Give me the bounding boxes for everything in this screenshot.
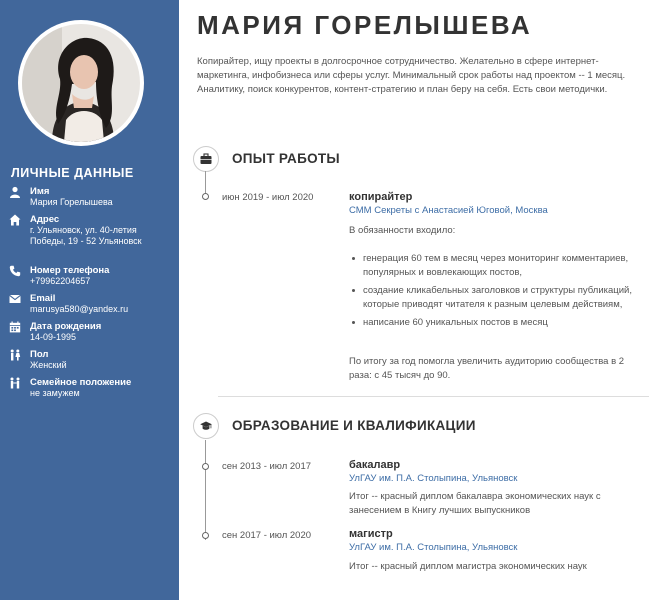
personal-item-label: Email xyxy=(30,293,56,304)
personal-item-value: не замужем xyxy=(30,388,80,398)
avatar xyxy=(18,20,144,146)
section-divider xyxy=(218,396,649,397)
education-role: магистр xyxy=(349,528,393,540)
education-text: Итог -- красный диплом магистра экономических наук xyxy=(349,561,587,572)
personal-item-label: Пол xyxy=(30,349,49,360)
personal-item-label: Семейное положение xyxy=(30,377,132,388)
personal-item-value: Мария Горелышева xyxy=(30,197,113,207)
intro-text: Копирайтер, ищу проекты в долгосрочное сотрудничество. Желательно в сфере интернет-маркетинга, инфобизнеса или сферы услуг. Минимальный срок работы над проектом -- 1 месяц. Аналитику, поиск конкурентов, контент-стратегию и план беру на себя. Есть свои методички. xyxy=(197,56,626,95)
gender-icon xyxy=(9,349,21,361)
education-org-link[interactable]: УлГАУ им. П.А. Столыпина, Ульяновск xyxy=(349,473,518,484)
timeline-dot xyxy=(202,193,209,200)
calendar-icon xyxy=(9,321,21,333)
list-item: написание 60 уникальных постов в месяц xyxy=(349,316,649,330)
mail-icon xyxy=(9,293,21,305)
education-title: ОБРАЗОВАНИЕ И КВАЛИФИКАЦИИ xyxy=(232,418,476,433)
page-title: МАРИЯ ГОРЕЛЫШЕВА xyxy=(197,10,533,40)
timeline-line xyxy=(205,440,206,540)
personal-item-value: +79962204657 xyxy=(30,276,91,286)
list-item: генерация 60 тем в месяц через мониторинг комментариев, популярных и вовлекающих постов, xyxy=(349,252,649,280)
personal-item-value: 14-09-1995 xyxy=(30,332,77,342)
personal-item-label: Дата рождения xyxy=(30,321,102,332)
education-org-link[interactable]: УлГАУ им. П.А. Столыпина, Ульяновск xyxy=(349,542,518,553)
personal-item-value: marusya580@yandex.ru xyxy=(30,304,129,314)
personal-item-value: Женский xyxy=(30,360,67,370)
personal-item-label: Адрес xyxy=(30,214,60,225)
personal-data-title: ЛИЧНЫЕ ДАННЫЕ xyxy=(11,166,134,180)
experience-result: По итогу за год помогла увеличить аудиторию сообщества в 2 раза: с 45 тысяч до 90. xyxy=(349,356,625,381)
education-text: Итог -- красный диплом бакалавра экономических наук с занесением в Книгу лучших выпускников xyxy=(349,491,601,516)
briefcase-icon xyxy=(200,153,212,165)
experience-org-link[interactable]: СММ Секреты с Анастасией Юговой, Москва xyxy=(349,205,548,216)
graduation-cap-icon xyxy=(200,420,212,432)
phone-icon xyxy=(9,265,21,277)
experience-bullets xyxy=(349,252,649,334)
education-date: сен 2013 - июл 2017 xyxy=(222,461,312,472)
personal-item-label: Имя xyxy=(30,186,50,197)
timeline-line xyxy=(205,171,206,193)
timeline-dot xyxy=(202,463,209,470)
experience-date: июн 2019 - июл 2020 xyxy=(222,192,314,203)
sidebar xyxy=(0,0,179,600)
education-section-icon xyxy=(193,413,219,439)
education-date: сен 2017 - июл 2020 xyxy=(222,530,312,541)
personal-item-label: Номер телефона xyxy=(30,265,110,276)
experience-title: ОПЫТ РАБОТЫ xyxy=(232,151,340,166)
experience-section-icon xyxy=(193,146,219,172)
education-role: бакалавр xyxy=(349,459,401,471)
experience-role: копирайтер xyxy=(349,191,413,203)
experience-intro: В обязанности входило: xyxy=(349,225,456,236)
profile-photo xyxy=(22,24,140,142)
personal-item-value: г. Ульяновск, ул. 40-летия Победы, 19 - 52 Ульяновск xyxy=(30,225,142,246)
user-icon xyxy=(9,186,21,198)
timeline-dot xyxy=(202,532,209,539)
home-icon xyxy=(9,214,21,226)
list-item: создание кликабельных заголовков и структуры публикаций, которые приводят читателя к разным целевым действиям, xyxy=(349,284,649,312)
family-icon xyxy=(9,377,21,389)
